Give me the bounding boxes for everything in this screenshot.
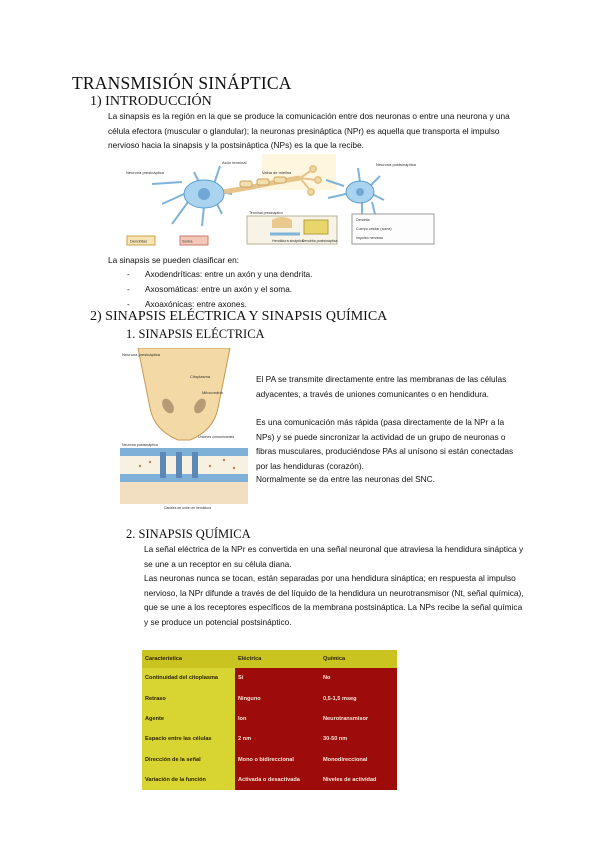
table-cell: Sí [235, 668, 320, 688]
figure-label-vaina-mielina: Vaina de mielina [262, 170, 292, 175]
neuron-synapse-figure [122, 154, 438, 251]
list-item: - Axoaxónicas: entre axones. [127, 297, 312, 312]
list-item: - Axodendríticas: entre un axón y una dendrita. [127, 267, 312, 282]
electrica-paragraph-2: Es una comunicación más rápida (pasa directamente de la NPr a la NPs) y se puede sincronizar la actividad de un grupo de neuronas o fibras musculares, produciéndose PAs al unísono si están conectadas por las hendiduras (corazón). [256, 417, 514, 471]
figure-label-dendrita-postsinaptica: Dendrita postsináptica [302, 239, 338, 243]
comparison-table [142, 650, 397, 790]
table-row [142, 770, 397, 790]
table-row [142, 709, 397, 729]
figure-label-axon-terminal: Axón terminal [222, 160, 247, 165]
table-cell: 0,5-1,5 mseg [320, 688, 397, 708]
list-item: - Axosomáticas: entre un axón y el soma. [127, 282, 312, 297]
table-row [142, 729, 397, 749]
table-cell: 2 nm [235, 729, 320, 749]
table-cell: Dirección de la señal [142, 750, 235, 770]
table-header: Eléctrica [235, 650, 320, 668]
table-row [142, 668, 397, 688]
figure-label-cuerpo-celular: Cuerpo celular (soma) [356, 227, 392, 231]
figure-label-neurona-presinaptica: Neurona presináptica [126, 170, 165, 175]
table-cell: Agente [142, 709, 235, 729]
figure-label-hendidura: Hendidura sináptica [272, 239, 304, 243]
figure-label-neurona-postsinaptica: Neurona postsináptica [376, 162, 416, 167]
table-cell: Activada o desactivada [235, 770, 320, 790]
table-cell: Niveles de actividad [320, 770, 397, 790]
table-row [142, 750, 397, 770]
figure-label-mitocondria: Mitocondria [202, 390, 223, 395]
section-heading-sinapsis: 2) SINAPSIS ELÉCTRICA Y SINAPSIS QUÍMICA [90, 309, 388, 324]
figure-label-dendrita: Dendrita [356, 218, 370, 222]
figure-label-canales: Canales de unión en hendidura [164, 506, 212, 510]
table-cell: Continuidad del citoplasma [142, 668, 235, 688]
section-heading-introduccion: 1) INTRODUCCIÓN [90, 94, 212, 109]
figure-label-citoplasma: Citoplasma [190, 374, 211, 379]
figure-label-impulso: Impulso nervioso [356, 236, 384, 240]
table-header: Química [320, 650, 397, 668]
table-cell: Ion [235, 709, 320, 729]
quimica-paragraph-2: Las neuronas nunca se tocan, están separadas por una hendidura sináptica; en respuesta al impulso nervioso, la NPr difunde a través de del líquido de la hendidura un neurotransmisor (Nt, señal química), que se une a los receptores específicos de la membrana postsináptica. La NPs recibe la señal química y se produce un potencial postsináptico. [144, 573, 524, 627]
classification-intro: La sinapsis se pueden clasificar en: [108, 255, 239, 265]
intro-paragraph: La sinapsis es la región en la que se produce la comunicación entre dos neuronas o entre una neurona y una célula efectora (muscular o glandular); la neuronas presináptica (NPr) es aquella que transporta el impulso nervioso hacia la sinapsis y la postsináptica (NPs) es la que la recibe. [108, 111, 510, 151]
table-cell: Ninguno [235, 688, 320, 708]
subheading-sinapsis-quimica: 2. SINAPSIS QUÍMICA [126, 527, 251, 541]
table-row [142, 688, 397, 708]
table-cell: Variación de la función [142, 770, 235, 790]
electrica-paragraph-1: El PA se transmite directamente entre las membranas de las células adyacentes, a través de uniones comunicantes o en hendidura. [256, 374, 507, 399]
electrica-paragraph-3: Normalmente se da entre las neuronas del SNC. [256, 474, 435, 484]
table-cell: Neurotransmisor [320, 709, 397, 729]
table-cell: No [320, 668, 397, 688]
electrical-synapse-figure [120, 348, 248, 511]
quimica-paragraph-1: La señal eléctrica de la NPr es convertida en una señal neuronal que atraviesa la hendidura sináptica y se une a un receptor en su célula diana. [144, 544, 524, 569]
figure-label-neurona-postsinaptica-2: Neurona postsináptica [122, 443, 158, 447]
figure-label-soma: Soma [182, 238, 193, 244]
table-cell: Retraso [142, 688, 235, 708]
figure-label-terminal-presinaptico: Terminal presináptico [249, 211, 283, 215]
table-header: Característica [142, 650, 235, 668]
table-cell: Mono o bidireccional [235, 750, 320, 770]
table-header-row [142, 650, 397, 668]
document-title: TRANSMISIÓN SINÁPTICA [72, 73, 292, 93]
classification-list [127, 267, 312, 311]
figure-label-neurona-presinaptica-2: Neurona presináptica [122, 352, 161, 357]
table-cell: Monodireccional [320, 750, 397, 770]
figure-label-uniones: Uniones comunicantes [198, 435, 235, 439]
figure-label-dendritas: Dendritas [130, 238, 148, 244]
table-cell: 30-50 nm [320, 729, 397, 749]
table-cell: Espacio entre las células [142, 729, 235, 749]
subheading-sinapsis-electrica: 1. SINAPSIS ELÉCTRICA [126, 327, 265, 341]
